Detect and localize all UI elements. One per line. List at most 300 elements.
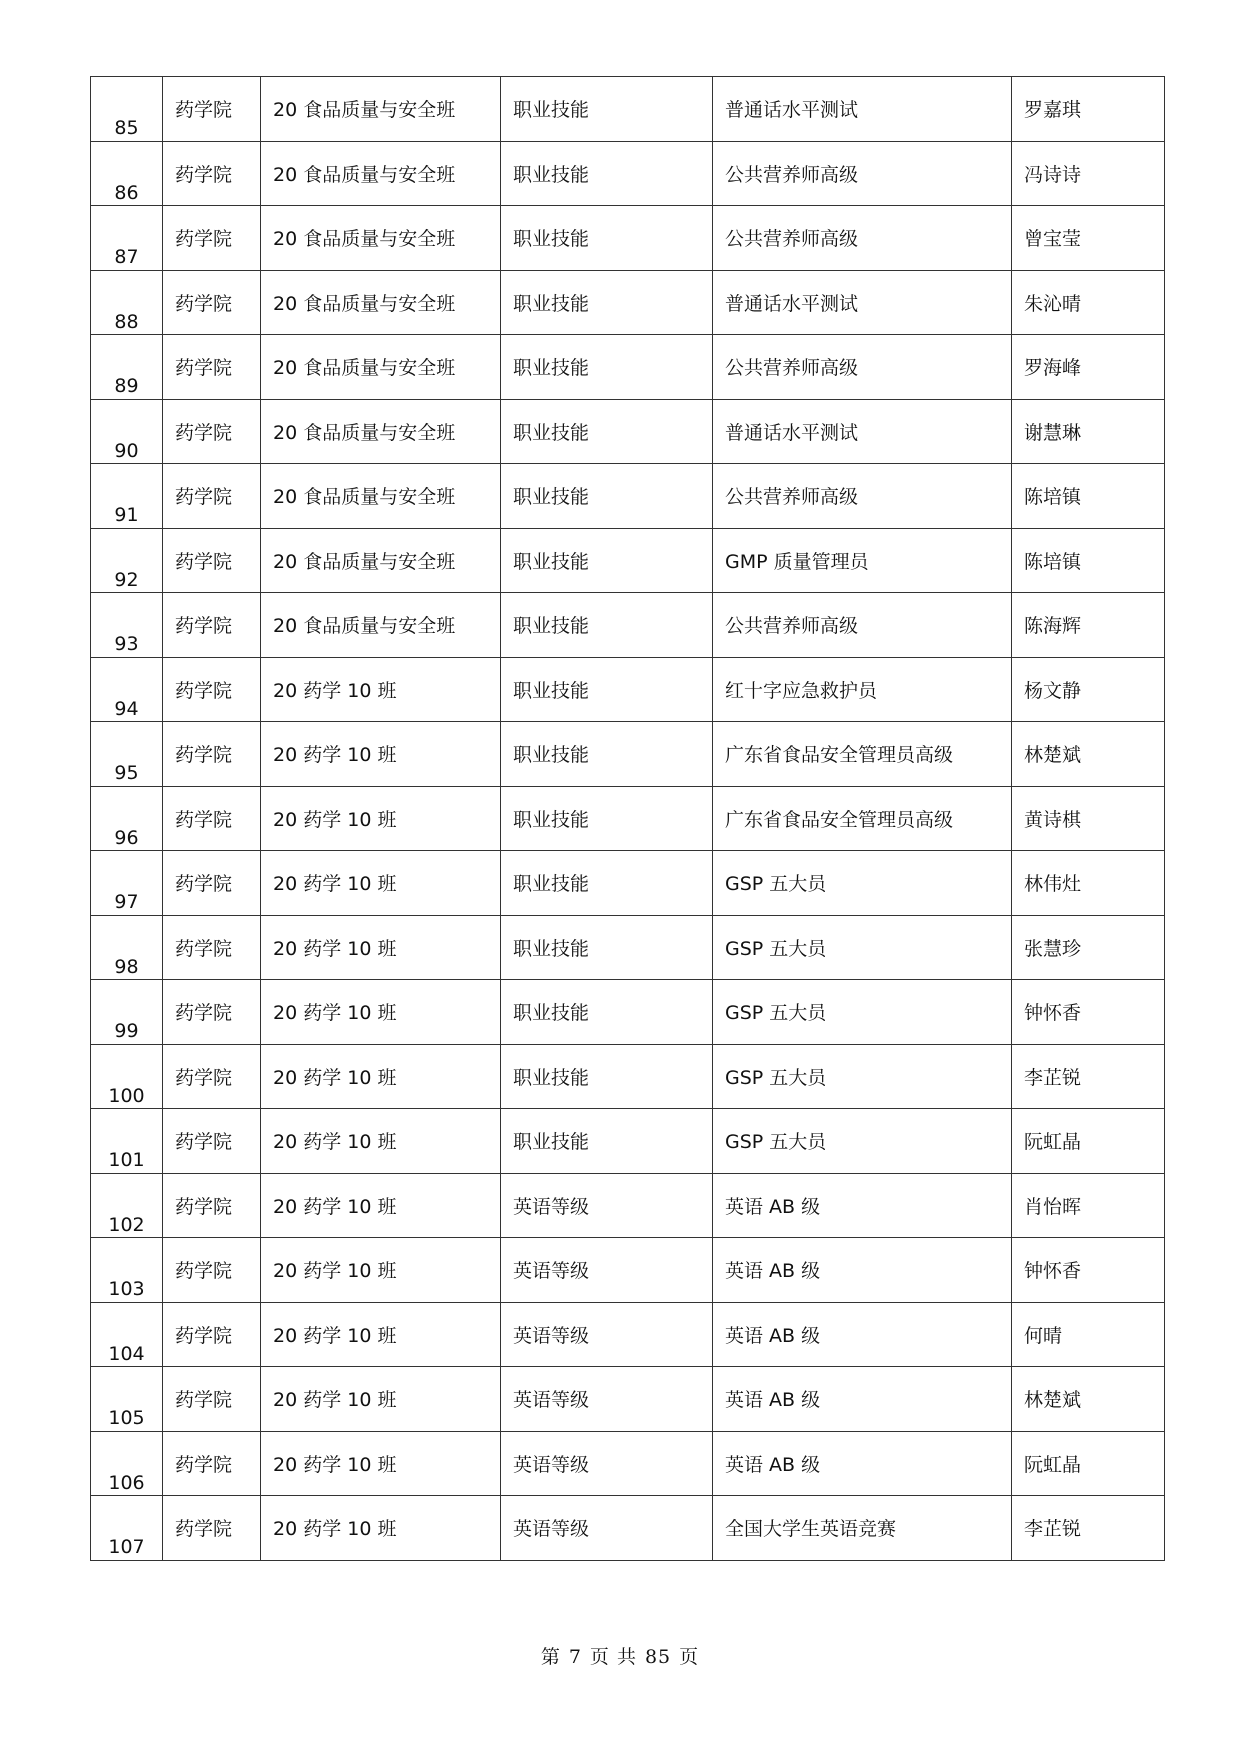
cell-college — [163, 593, 261, 658]
cell-item — [713, 141, 1012, 206]
cell-class — [261, 1496, 501, 1561]
cell-name — [1012, 1238, 1165, 1303]
cell-item-text: GSP 五大员 — [725, 1066, 827, 1089]
cell-number-text: 98 — [114, 955, 139, 978]
cell-college — [163, 1044, 261, 1109]
cell-name-text: 陈海辉 — [1024, 615, 1082, 637]
cell-name — [1012, 851, 1165, 916]
cell-college-text: 药学院 — [175, 1066, 233, 1089]
cell-item — [713, 1367, 1012, 1432]
cell-class-text: 20 药学 10 班 — [273, 937, 397, 960]
cell-category-text: 职业技能 — [513, 937, 590, 960]
cell-category — [501, 1496, 713, 1561]
footer-middle: 页 共 — [589, 1646, 637, 1668]
table-row — [91, 851, 1165, 916]
cell-college-text: 药学院 — [175, 292, 233, 315]
cell-category-text: 职业技能 — [513, 421, 590, 444]
cell-category — [501, 851, 713, 916]
cell-name — [1012, 786, 1165, 851]
cell-category — [501, 722, 713, 787]
cell-item-text: 英语 AB 级 — [725, 1389, 821, 1411]
cell-item — [713, 980, 1012, 1045]
cell-college — [163, 270, 261, 335]
cell-number-text: 107 — [108, 1536, 145, 1558]
cell-class-text: 20 食品质量与安全班 — [273, 615, 456, 637]
cell-name — [1012, 1431, 1165, 1496]
cell-college-text: 药学院 — [175, 99, 233, 121]
cell-name-text: 阮虹晶 — [1024, 1131, 1082, 1153]
cell-name-text: 罗海峰 — [1024, 357, 1082, 379]
cell-item — [713, 1496, 1012, 1561]
cell-category-text: 职业技能 — [513, 744, 590, 766]
cell-category — [501, 1367, 713, 1432]
cell-item — [713, 657, 1012, 722]
cell-college-text: 药学院 — [175, 1389, 233, 1411]
cell-class — [261, 657, 501, 722]
cell-class — [261, 141, 501, 206]
cell-name-text: 曾宝莹 — [1024, 228, 1082, 250]
cell-class — [261, 206, 501, 271]
cell-category-text: 职业技能 — [513, 1002, 590, 1024]
table-row — [91, 1367, 1165, 1432]
cell-class-text: 20 药学 10 班 — [273, 808, 397, 831]
cell-number — [91, 1302, 163, 1367]
cell-number-text: 91 — [114, 504, 139, 526]
cell-name-text: 林伟灶 — [1024, 873, 1082, 895]
cell-class-text: 20 食品质量与安全班 — [273, 357, 456, 379]
cell-category-text: 职业技能 — [513, 357, 590, 379]
cell-name — [1012, 77, 1165, 142]
cell-category-text: 职业技能 — [513, 486, 590, 508]
cell-number-text: 102 — [108, 1213, 145, 1236]
cell-category — [501, 1109, 713, 1174]
cell-number-text: 100 — [108, 1084, 145, 1107]
cell-category — [501, 77, 713, 142]
cell-college-text: 药学院 — [175, 873, 233, 895]
table-row — [91, 270, 1165, 335]
cell-name-text: 陈培镇 — [1024, 486, 1082, 508]
cell-number — [91, 464, 163, 529]
page-footer — [0, 1642, 1240, 1669]
cell-class — [261, 399, 501, 464]
table-row — [91, 657, 1165, 722]
cell-number — [91, 528, 163, 593]
cell-category-text: 英语等级 — [513, 1389, 590, 1411]
cell-category — [501, 399, 713, 464]
cell-class — [261, 980, 501, 1045]
cell-name-text: 钟怀香 — [1024, 1260, 1082, 1282]
cell-college-text: 药学院 — [175, 486, 233, 508]
cell-number — [91, 722, 163, 787]
cell-category — [501, 786, 713, 851]
cell-class-text: 20 食品质量与安全班 — [273, 163, 456, 186]
cell-name-text: 张慧珍 — [1024, 937, 1082, 960]
cell-item-text: 普通话水平测试 — [725, 421, 859, 444]
cell-number-text: 103 — [108, 1278, 145, 1300]
cell-college — [163, 722, 261, 787]
table-row — [91, 1109, 1165, 1174]
cell-item-text: GMP 质量管理员 — [725, 550, 869, 573]
cell-class-text: 20 药学 10 班 — [273, 1389, 397, 1411]
cell-number — [91, 399, 163, 464]
cell-item-text: 红十字应急救护员 — [725, 679, 878, 702]
cell-category — [501, 1044, 713, 1109]
cell-number — [91, 1238, 163, 1303]
cell-category — [501, 1238, 713, 1303]
cell-number-text: 92 — [114, 568, 139, 591]
cell-number — [91, 1431, 163, 1496]
cell-category-text: 英语等级 — [513, 1453, 590, 1476]
cell-number — [91, 270, 163, 335]
cell-class — [261, 1367, 501, 1432]
cell-class — [261, 464, 501, 529]
cell-class — [261, 1238, 501, 1303]
cell-class-text: 20 药学 10 班 — [273, 1453, 397, 1476]
cell-class-text: 20 食品质量与安全班 — [273, 486, 456, 508]
cell-item-text: 普通话水平测试 — [725, 99, 859, 121]
table-row — [91, 980, 1165, 1045]
cell-category-text: 英语等级 — [513, 1518, 590, 1540]
cell-category-text: 职业技能 — [513, 1066, 590, 1089]
cell-item-text: 公共营养师高级 — [725, 163, 859, 186]
cell-item — [713, 1302, 1012, 1367]
cell-class — [261, 915, 501, 980]
cell-class — [261, 1173, 501, 1238]
cell-college-text: 药学院 — [175, 1453, 233, 1476]
cell-college — [163, 915, 261, 980]
cell-name-text: 阮虹晶 — [1024, 1453, 1082, 1476]
cell-college-text: 药学院 — [175, 679, 233, 702]
cell-name — [1012, 270, 1165, 335]
cell-class — [261, 593, 501, 658]
cell-name — [1012, 657, 1165, 722]
cell-item-text: 广东省食品安全管理员高级 — [725, 744, 954, 766]
cell-class-text: 20 药学 10 班 — [273, 873, 397, 895]
cell-number-text: 96 — [114, 826, 139, 849]
cell-number — [91, 206, 163, 271]
cell-number — [91, 1173, 163, 1238]
cell-college — [163, 399, 261, 464]
cell-number-text: 105 — [108, 1407, 145, 1429]
cell-item — [713, 722, 1012, 787]
cell-college-text: 药学院 — [175, 1131, 233, 1153]
cell-item-text: 英语 AB 级 — [725, 1453, 821, 1476]
cell-college-text: 药学院 — [175, 1002, 233, 1024]
cell-class-text: 20 药学 10 班 — [273, 1066, 397, 1089]
cell-class — [261, 786, 501, 851]
cell-category-text: 职业技能 — [513, 292, 590, 315]
cell-item-text: 普通话水平测试 — [725, 292, 859, 315]
cell-category — [501, 528, 713, 593]
cell-college — [163, 851, 261, 916]
cell-college — [163, 335, 261, 400]
cell-number — [91, 980, 163, 1045]
cell-college-text: 药学院 — [175, 1324, 233, 1347]
cell-item — [713, 206, 1012, 271]
cell-class-text: 20 药学 10 班 — [273, 1195, 397, 1218]
cell-category — [501, 1302, 713, 1367]
cell-category-text: 职业技能 — [513, 873, 590, 895]
cell-item — [713, 1109, 1012, 1174]
cell-item — [713, 335, 1012, 400]
cell-number-text: 90 — [114, 439, 139, 462]
cell-category-text: 英语等级 — [513, 1260, 590, 1282]
cell-number — [91, 1367, 163, 1432]
cell-college-text: 药学院 — [175, 744, 233, 766]
cell-college — [163, 141, 261, 206]
cell-item — [713, 399, 1012, 464]
cell-item — [713, 851, 1012, 916]
table-row — [91, 77, 1165, 142]
cell-category-text: 职业技能 — [513, 163, 590, 186]
cell-item — [713, 915, 1012, 980]
cell-category — [501, 1173, 713, 1238]
cell-number — [91, 335, 163, 400]
cell-category — [501, 980, 713, 1045]
cell-number — [91, 593, 163, 658]
record-table — [90, 76, 1165, 1561]
cell-college-text: 药学院 — [175, 615, 233, 637]
cell-item-text: 公共营养师高级 — [725, 486, 859, 508]
cell-college-text: 药学院 — [175, 421, 233, 444]
cell-category-text: 职业技能 — [513, 679, 590, 702]
cell-number — [91, 786, 163, 851]
cell-class — [261, 335, 501, 400]
cell-item — [713, 270, 1012, 335]
cell-number — [91, 1496, 163, 1561]
cell-category-text: 职业技能 — [513, 99, 590, 121]
cell-number — [91, 1044, 163, 1109]
cell-item-text: 公共营养师高级 — [725, 615, 859, 637]
cell-number-text: 86 — [114, 181, 139, 204]
cell-college — [163, 1238, 261, 1303]
cell-name — [1012, 1109, 1165, 1174]
cell-name-text: 林楚斌 — [1024, 1389, 1082, 1411]
cell-category-text: 英语等级 — [513, 1324, 590, 1347]
cell-class — [261, 851, 501, 916]
cell-item — [713, 786, 1012, 851]
table-body — [91, 77, 1165, 1561]
cell-college — [163, 786, 261, 851]
cell-name-text: 钟怀香 — [1024, 1002, 1082, 1024]
cell-name-text: 陈培镇 — [1024, 550, 1082, 573]
cell-name-text: 林楚斌 — [1024, 744, 1082, 766]
table-row — [91, 1173, 1165, 1238]
table-row — [91, 1431, 1165, 1496]
cell-number — [91, 657, 163, 722]
cell-college-text: 药学院 — [175, 937, 233, 960]
cell-name — [1012, 593, 1165, 658]
cell-item-text: 英语 AB 级 — [725, 1195, 821, 1218]
cell-class — [261, 1431, 501, 1496]
cell-item-text: 公共营养师高级 — [725, 228, 859, 250]
cell-number — [91, 915, 163, 980]
cell-college — [163, 528, 261, 593]
cell-college — [163, 980, 261, 1045]
cell-college-text: 药学院 — [175, 808, 233, 831]
cell-category-text: 职业技能 — [513, 808, 590, 831]
cell-class-text: 20 食品质量与安全班 — [273, 99, 456, 121]
cell-category-text: 英语等级 — [513, 1195, 590, 1218]
cell-item — [713, 464, 1012, 529]
cell-number-text: 104 — [108, 1342, 145, 1365]
table-row — [91, 1302, 1165, 1367]
cell-college — [163, 77, 261, 142]
cell-class-text: 20 药学 10 班 — [273, 1002, 397, 1024]
cell-category — [501, 1431, 713, 1496]
table-row — [91, 722, 1165, 787]
cell-class — [261, 1109, 501, 1174]
table-row — [91, 464, 1165, 529]
cell-name-text: 何晴 — [1024, 1324, 1063, 1347]
table-row — [91, 335, 1165, 400]
table-row — [91, 528, 1165, 593]
cell-number-text: 106 — [108, 1471, 145, 1494]
cell-number-text: 89 — [114, 375, 139, 397]
cell-item-text: 广东省食品安全管理员高级 — [725, 808, 954, 831]
cell-class-text: 20 药学 10 班 — [273, 1260, 397, 1282]
cell-category — [501, 593, 713, 658]
cell-number-text: 93 — [114, 633, 139, 655]
cell-name — [1012, 464, 1165, 529]
cell-item-text: 全国大学生英语竞赛 — [725, 1518, 897, 1540]
cell-college-text: 药学院 — [175, 163, 233, 186]
cell-college — [163, 1302, 261, 1367]
footer-suffix: 页 — [679, 1646, 700, 1668]
cell-name — [1012, 1044, 1165, 1109]
cell-item-text: 公共营养师高级 — [725, 357, 859, 379]
cell-number-text: 101 — [108, 1149, 145, 1171]
cell-number — [91, 77, 163, 142]
cell-number-text: 95 — [114, 762, 139, 784]
cell-college-text: 药学院 — [175, 357, 233, 379]
table-row — [91, 1496, 1165, 1561]
cell-item — [713, 77, 1012, 142]
cell-college-text: 药学院 — [175, 1518, 233, 1540]
cell-college-text: 药学院 — [175, 228, 233, 250]
cell-category-text: 职业技能 — [513, 550, 590, 573]
cell-name-text: 罗嘉琪 — [1024, 99, 1082, 121]
cell-number — [91, 1109, 163, 1174]
cell-item-text: 英语 AB 级 — [725, 1260, 821, 1282]
cell-class-text: 20 食品质量与安全班 — [273, 550, 456, 573]
cell-number — [91, 851, 163, 916]
cell-item-text: GSP 五大员 — [725, 873, 827, 895]
cell-name-text: 谢慧琳 — [1024, 421, 1082, 444]
cell-name-text: 李芷锐 — [1024, 1518, 1082, 1540]
cell-name — [1012, 980, 1165, 1045]
cell-class — [261, 722, 501, 787]
cell-number-text: 94 — [114, 697, 139, 720]
cell-name — [1012, 722, 1165, 787]
table-row — [91, 593, 1165, 658]
table-row — [91, 1044, 1165, 1109]
cell-college — [163, 1367, 261, 1432]
cell-number-text: 97 — [114, 891, 139, 913]
cell-item-text: GSP 五大员 — [725, 1002, 827, 1024]
cell-name-text: 李芷锐 — [1024, 1066, 1082, 1089]
cell-name — [1012, 528, 1165, 593]
cell-class-text: 20 食品质量与安全班 — [273, 421, 456, 444]
cell-college — [163, 206, 261, 271]
cell-item-text: 英语 AB 级 — [725, 1324, 821, 1347]
cell-category-text: 职业技能 — [513, 1131, 590, 1153]
table-row — [91, 1238, 1165, 1303]
cell-college — [163, 1431, 261, 1496]
cell-name-text: 朱沁晴 — [1024, 292, 1082, 315]
cell-name — [1012, 335, 1165, 400]
cell-class-text: 20 药学 10 班 — [273, 1131, 397, 1153]
cell-class — [261, 1044, 501, 1109]
cell-class-text: 20 药学 10 班 — [273, 1324, 397, 1347]
footer-total-pages: 85 — [644, 1646, 672, 1668]
cell-name — [1012, 915, 1165, 980]
cell-category — [501, 915, 713, 980]
cell-category-text: 职业技能 — [513, 228, 590, 250]
cell-class-text: 20 药学 10 班 — [273, 679, 397, 702]
cell-name — [1012, 1302, 1165, 1367]
cell-category — [501, 464, 713, 529]
cell-category — [501, 657, 713, 722]
cell-item — [713, 1431, 1012, 1496]
cell-category — [501, 141, 713, 206]
cell-name — [1012, 1496, 1165, 1561]
cell-college — [163, 1109, 261, 1174]
cell-name-text: 冯诗诗 — [1024, 163, 1082, 186]
cell-college-text: 药学院 — [175, 1195, 233, 1218]
cell-name — [1012, 399, 1165, 464]
table-row — [91, 206, 1165, 271]
cell-item-text: GSP 五大员 — [725, 1131, 827, 1153]
cell-item — [713, 1238, 1012, 1303]
cell-name-text: 黄诗棋 — [1024, 808, 1082, 831]
cell-college — [163, 657, 261, 722]
cell-item — [713, 1173, 1012, 1238]
cell-college — [163, 464, 261, 529]
table-row — [91, 786, 1165, 851]
cell-number-text: 87 — [114, 246, 139, 268]
cell-name — [1012, 141, 1165, 206]
cell-name-text: 杨文静 — [1024, 679, 1082, 702]
cell-number — [91, 141, 163, 206]
cell-class — [261, 270, 501, 335]
cell-college — [163, 1496, 261, 1561]
table-row — [91, 399, 1165, 464]
cell-class — [261, 1302, 501, 1367]
cell-number-text: 88 — [114, 310, 139, 333]
cell-class-text: 20 食品质量与安全班 — [273, 228, 456, 250]
footer-prefix: 第 — [540, 1646, 561, 1668]
table-row — [91, 141, 1165, 206]
footer-current-page: 7 — [568, 1646, 582, 1668]
cell-college-text: 药学院 — [175, 550, 233, 573]
cell-name — [1012, 1367, 1165, 1432]
cell-item — [713, 1044, 1012, 1109]
cell-category — [501, 335, 713, 400]
cell-category — [501, 270, 713, 335]
cell-class — [261, 528, 501, 593]
cell-item — [713, 593, 1012, 658]
cell-class-text: 20 药学 10 班 — [273, 744, 397, 766]
cell-item-text: GSP 五大员 — [725, 937, 827, 960]
cell-item — [713, 528, 1012, 593]
cell-college-text: 药学院 — [175, 1260, 233, 1282]
cell-category-text: 职业技能 — [513, 615, 590, 637]
cell-college — [163, 1173, 261, 1238]
cell-class — [261, 77, 501, 142]
cell-category — [501, 206, 713, 271]
cell-number-text: 99 — [114, 1020, 139, 1042]
